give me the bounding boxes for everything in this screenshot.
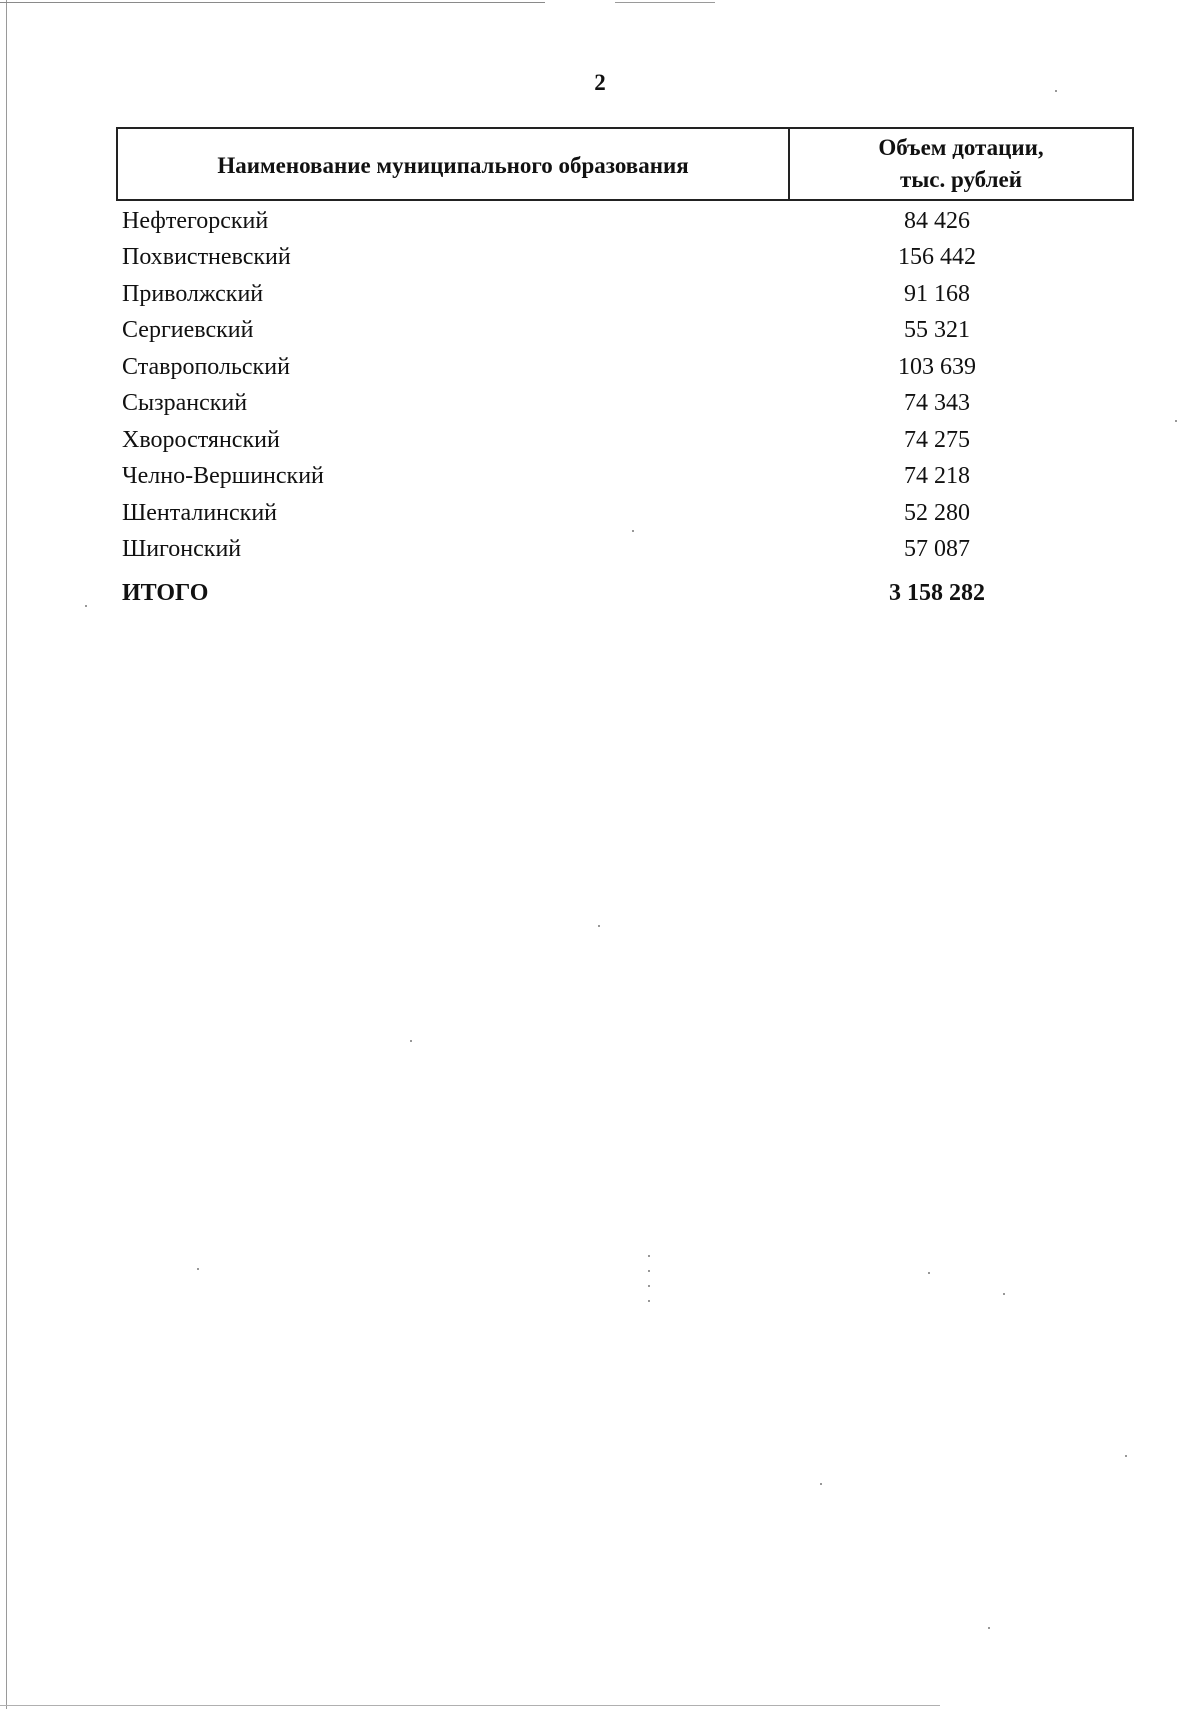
scan-speck — [648, 1300, 650, 1302]
table-row — [122, 349, 1132, 386]
scan-edge-top — [0, 2, 545, 3]
table-row — [122, 495, 1132, 532]
row-amount: 74 275 — [904, 426, 970, 453]
table-row — [122, 313, 1132, 350]
scan-speck — [648, 1270, 650, 1272]
total-row — [122, 580, 1132, 607]
table-body — [122, 203, 1132, 568]
row-name: Сызранский — [122, 390, 248, 417]
scan-edge-bottom — [0, 1705, 940, 1706]
table-row — [122, 240, 1132, 277]
row-amount: 52 280 — [904, 499, 970, 526]
table-row — [122, 459, 1132, 496]
scan-speck — [988, 1627, 990, 1629]
table-row — [122, 276, 1132, 313]
table-row — [122, 532, 1132, 569]
scan-speck — [598, 925, 600, 927]
row-amount: 74 343 — [904, 390, 970, 417]
row-name: Сергиевский — [122, 317, 254, 344]
scan-speck — [820, 1483, 822, 1485]
header-name-column: Наименование муниципального образования — [118, 129, 790, 199]
scan-speck — [648, 1255, 650, 1257]
scan-speck — [928, 1272, 930, 1274]
row-amount: 57 087 — [904, 536, 970, 563]
row-name: Шенталинский — [122, 499, 278, 526]
table-row — [122, 203, 1132, 240]
scan-edge-left — [6, 0, 7, 1709]
row-amount: 74 218 — [904, 463, 970, 490]
total-label: ИТОГО — [122, 580, 209, 606]
table-header — [116, 127, 1134, 201]
row-amount: 91 168 — [904, 280, 970, 307]
scan-speck — [85, 605, 87, 607]
header-amount-line2: тыс. рублей — [900, 167, 1022, 192]
row-name: Челно-Вершинский — [122, 463, 324, 490]
scan-speck — [632, 530, 634, 532]
scan-speck — [197, 1268, 199, 1270]
row-amount: 84 426 — [904, 207, 970, 234]
table-row — [122, 422, 1132, 459]
row-name: Хворостянский — [122, 426, 280, 453]
row-amount: 156 442 — [898, 244, 976, 271]
total-amount: 3 158 282 — [889, 580, 985, 606]
row-name: Похвистневский — [122, 244, 291, 271]
header-amount-column — [790, 129, 1132, 199]
scan-speck — [1125, 1455, 1127, 1457]
table-row — [122, 386, 1132, 423]
row-amount: 55 321 — [904, 317, 970, 344]
scan-edge-top-fragment — [615, 2, 715, 3]
row-name: Шигонский — [122, 536, 242, 563]
row-name: Ставропольский — [122, 353, 290, 380]
header-amount-line1: Объем дотации, — [878, 135, 1044, 160]
scan-speck — [410, 1040, 412, 1042]
row-amount: 103 639 — [898, 353, 976, 380]
scan-speck — [1055, 90, 1057, 92]
row-name: Приволжский — [122, 280, 264, 307]
page-number: 2 — [594, 70, 606, 95]
scan-speck — [1175, 420, 1177, 422]
row-name: Нефтегорский — [122, 207, 269, 234]
scan-speck — [648, 1285, 650, 1287]
scan-speck — [1003, 1293, 1005, 1295]
